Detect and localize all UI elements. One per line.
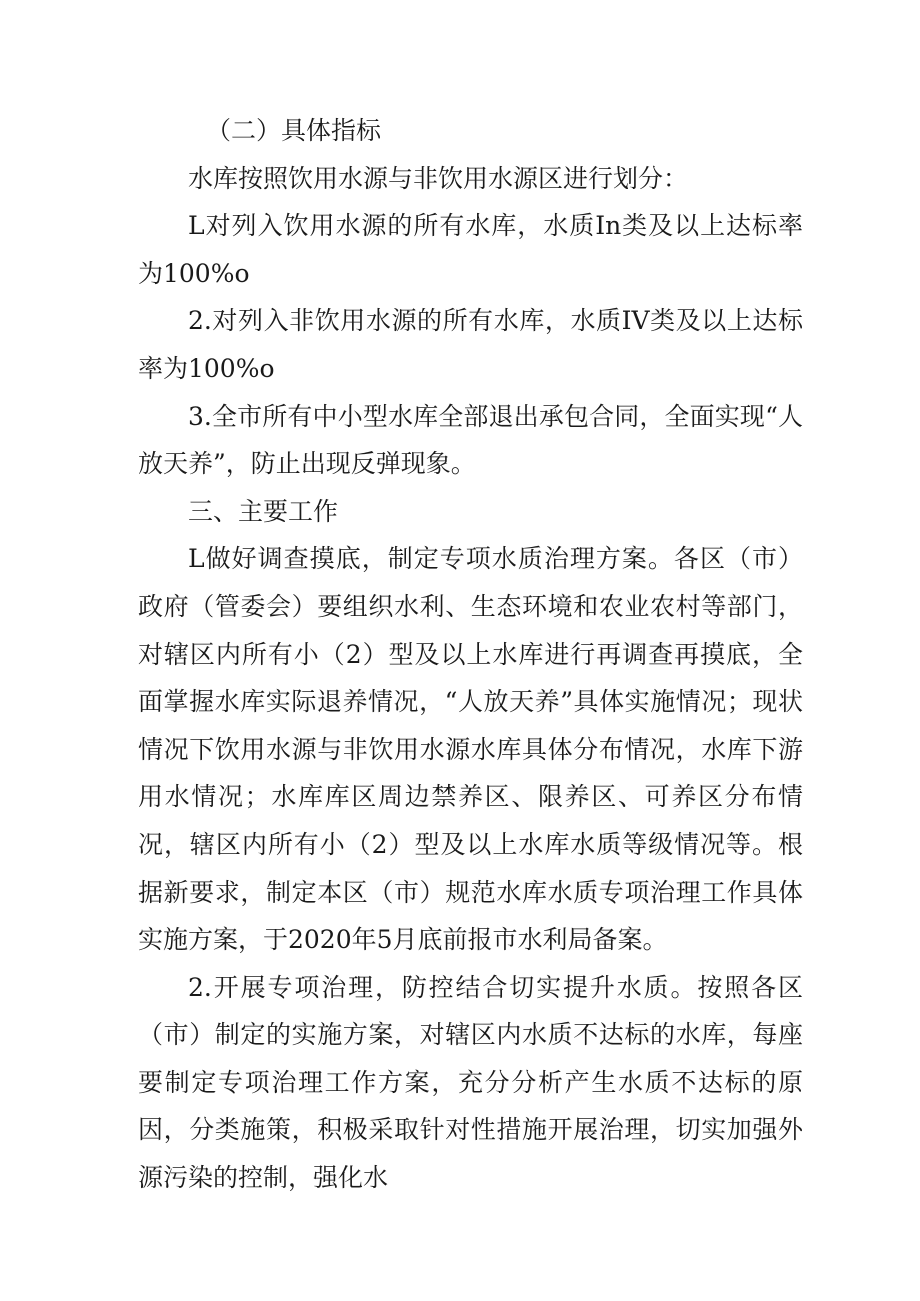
intro-paragraph: 水库按照饮用水源与非饮用水源区进行划分： (188, 163, 689, 193)
indicator-item-1: L对列入饮用水源的所有水库，水质In类及以上达标率为100%o (138, 211, 803, 288)
indicator-item-3: 3.全市所有中小型水库全部退出承包合同，全面实现“人放天养”，防止出现反弹现象。 (138, 401, 803, 479)
indicator-item-2: 2.对列入非饮用水源的所有水库，水质IV类及以上达标率为100%o (138, 306, 803, 383)
section-subheading: （二）具体指标 (206, 116, 382, 145)
work-item-2: 2.开展专项治理，防控结合切实提升水质。按照各区（市）制定的实施方案，对辖区内水质不达标的水库，每座要制定专项治理工作方案，充分分析产生水质不达标的原因，分类施策，积极采取针对性措施开展治理，切实加强外源污染的控制，强化水 (138, 972, 803, 1193)
section-heading: 三、主要工作 (188, 496, 339, 526)
work-item-1: L做好调查摸底，制定专项水质治理方案。各区（市）政府（管委会）要组织水利、生态环境和农业农村等部门，对辖区内所有小（2）型及以上水库进行再调查再摸底，全面掌握水库实际退养情况，“人放天养”具体实施情况；现状情况下饮用水源与非饮用水源水库具体分布情况，水库下游用水情况；水库库区周边禁养区、限养区、可养区分布情况，辖区内所有小（2）型及以上水库水质等级情况等。根据新要求，制定本区（市）规范水库水质专项治理工作具体实施方案，于2020年5月底前报市水利局备案。 (138, 544, 803, 955)
document-body (138, 107, 803, 1202)
